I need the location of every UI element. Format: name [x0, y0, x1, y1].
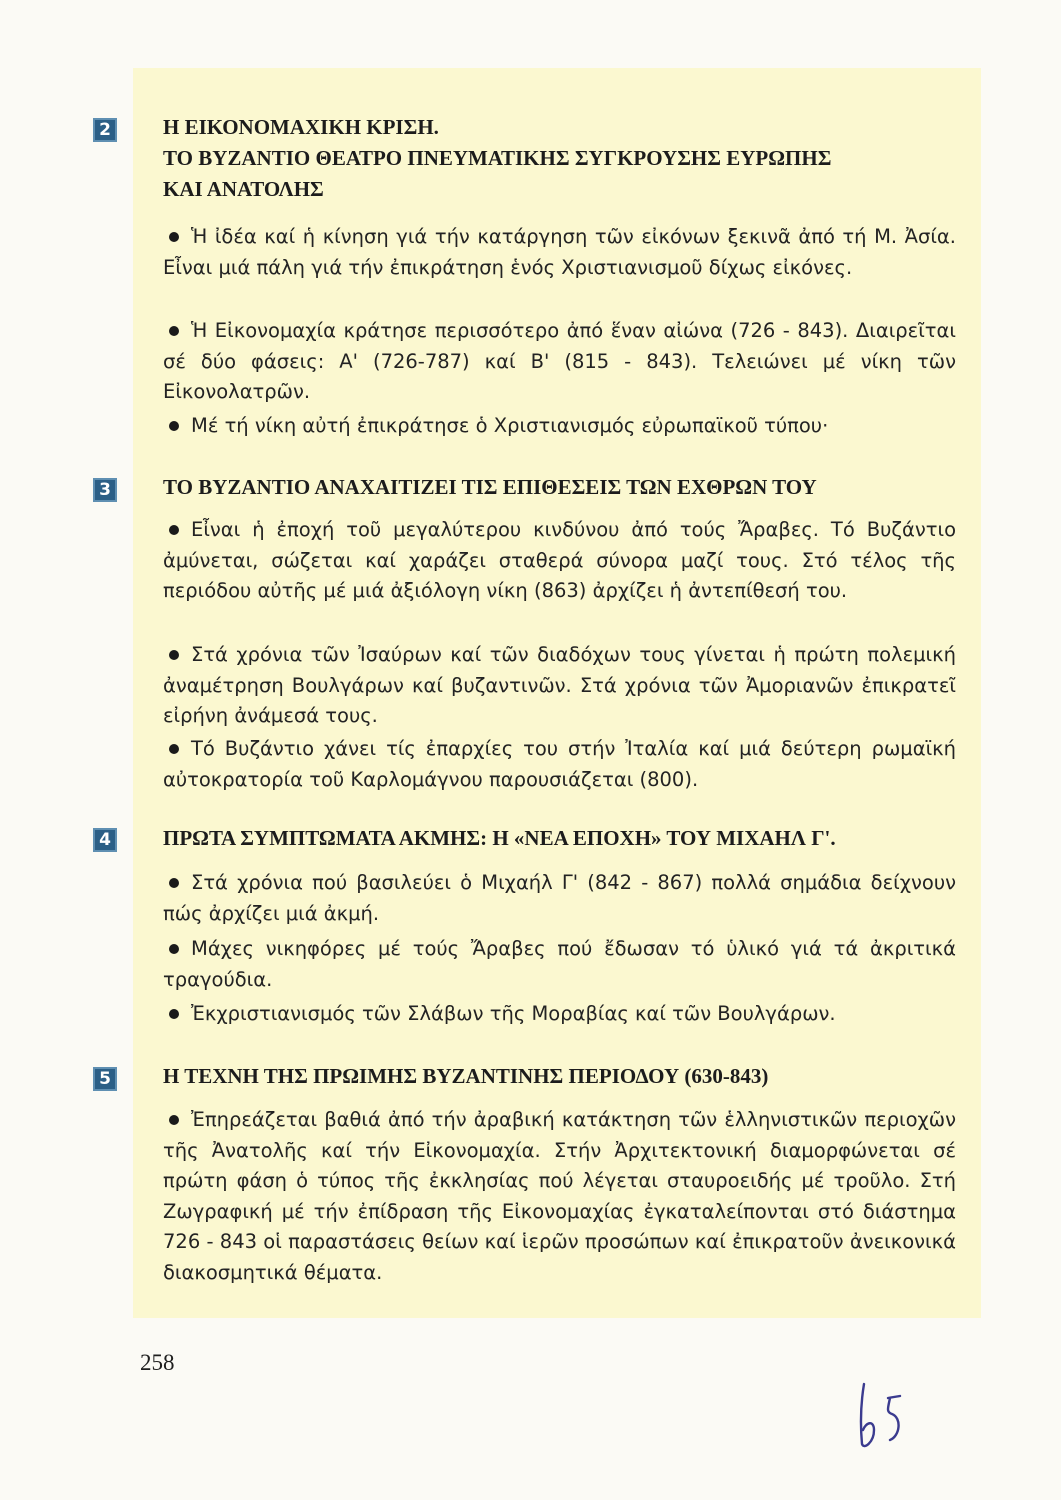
bullet-paragraph: Ἐπηρεάζεται βαθιά ἀπό τήν ἀραβική κατάκτηση τῶν ἑλληνιστικῶν περιοχῶν τῆς Ἀνατολῆς καί τήν Εἰκονομαχία. Στήν Ἀρχιτεκτονική διαμορφώνεται σέ πρώτη φάση ὁ τύπος τῆς ἐκκλησίας πού λέγεται σταυροειδής μέ τροῦλο. Στή Ζωγραφική μέ τήν ἐπίδραση τῆς Εἰκονομαχίας ἐγκαταλείπονται στό διάστημα 726 - 843 οἱ παραστάσεις θείων καί ἱερῶν προσώπων καί ἐπικρατοῦν ἀνεικονικά διακοσμητικά θέματα. [163, 1108, 956, 1284]
bullet-paragraph: Μέ τή νίκη αὐτή ἐπικράτησε ὁ Χριστιανισμός εὐρωπαϊκοῦ τύπου· [163, 411, 956, 442]
section-heading [163, 1061, 963, 1092]
section-number-badge: 2 [93, 118, 117, 142]
bullet-icon [169, 525, 179, 535]
bullet-paragraph: Τό Βυζάντιο χάνει τίς ἐπαρχίες του στήν Ἰταλία καί μιά δεύτερη ρωμαϊκή αὐτοκρατορία τοῦ Καρλομάγνου παρουσιάζεται (800). [163, 737, 956, 791]
handwritten-note-icon [852, 1380, 912, 1450]
bullet-icon [169, 878, 179, 888]
heading-line: Η ΕΙΚΟΝΟΜΑΧΙΚΗ ΚΡΙΣΗ. [163, 115, 439, 139]
bullet-icon [169, 1009, 179, 1019]
bullet-paragraph: Ἡ Εἰκονομαχία κράτησε περισσότερο ἀπό ἕναν αἰώνα (726 - 843). Διαιρεῖται σέ δύο φάσεις: Α' (726-787) καί Β' (815 - 843). Τελειώνει μέ νίκη τῶν Εἰκονολατρῶν. [163, 319, 956, 403]
heading-line: ΤΟ ΒΥΖΑΝΤΙΟ ΑΝΑΧΑΙΤΙΖΕΙ ΤΙΣ ΕΠΙΘΕΣΕΙΣ ΤΩΝ ΕΧΘΡΩΝ ΤΟΥ [163, 475, 817, 499]
section-number-badge: 5 [93, 1067, 117, 1091]
bullet-paragraph: Στά χρόνια τῶν Ἰσαύρων καί τῶν διαδόχων τους γίνεται ἡ πρώτη πολεμική ἀναμέτρηση Βουλγάρων καί βυζαντινῶν. Στά χρόνια τῶν Ἀμοριανῶν ἐπικρατεῖ εἰρήνη ἀνάμεσά τους. [163, 643, 956, 727]
page-number: 258 [140, 1350, 175, 1375]
heading-line: ΤΟ ΒΥΖΑΝΤΙΟ ΘΕΑΤΡΟ ΠΝΕΥΜΑΤΙΚΗΣ ΣΥΓΚΡΟΥΣΗΣ ΕΥΡΩΠΗΣ [163, 146, 832, 170]
section-heading [163, 823, 963, 854]
section-number-badge: 3 [93, 478, 117, 502]
bullet-icon [169, 232, 179, 242]
bullet-icon [169, 421, 179, 431]
bullet-icon [169, 944, 179, 954]
bullet-icon [169, 326, 179, 336]
section-heading [163, 112, 963, 205]
heading-line: ΚΑΙ ΑΝΑΤΟΛΗΣ [163, 177, 324, 201]
bullet-icon [169, 650, 179, 660]
bullet-paragraph: Ἡ ἰδέα καί ἡ κίνηση γιά τήν κατάργηση τῶν εἰκόνων ξεκινᾶ ἀπό τή Μ. Ἀσία. Εἶναι μιά πάλη γιά τήν ἐπικράτηση ἑνός Χριστιανισμοῦ δίχως εἰκόνες. [163, 225, 956, 279]
section-heading [163, 472, 963, 503]
bullet-paragraph: Στά χρόνια πού βασιλεύει ὁ Μιχαήλ Γ' (842 - 867) πολλά σημάδια δείχνουν πώς ἀρχίζει μιά ἀκμή. [163, 871, 956, 925]
heading-line: ΠΡΩΤΑ ΣΥΜΠΤΩΜΑΤΑ ΑΚΜΗΣ: Η «ΝΕΑ ΕΠΟΧΗ» ΤΟΥ ΜΙΧΑΗΛ Γ'. [163, 826, 836, 850]
bullet-paragraph: Εἶναι ἡ ἐποχή τοῦ μεγαλύτερου κινδύνου ἀπό τούς Ἄραβες. Τό Βυζάντιο ἀμύνεται, σώζεται καί χαράζει σταθερά σύνορα μαζί τους. Στό τέλος τῆς περιόδου αὐτῆς μέ μιά ἀξιόλογη νίκη (863) ἀρχίζει ἡ ἀντεπίθεσή του. [163, 518, 956, 602]
bullet-paragraph: Μάχες νικηφόρες μέ τούς Ἄραβες πού ἔδωσαν τό ὑλικό γιά τά ἀκριτικά τραγούδια. [163, 937, 956, 991]
heading-line: Η ΤΕΧΝΗ ΤΗΣ ΠΡΩΙΜΗΣ ΒΥΖΑΝΤΙΝΗΣ ΠΕΡΙΟΔΟΥ (630-843) [163, 1064, 769, 1088]
bullet-icon [169, 1115, 179, 1125]
bullet-icon [169, 744, 179, 754]
bullet-paragraph: Ἐκχριστιανισμός τῶν Σλάβων τῆς Μοραβίας καί τῶν Βουλγάρων. [163, 999, 956, 1030]
section-number-badge: 4 [93, 828, 117, 852]
